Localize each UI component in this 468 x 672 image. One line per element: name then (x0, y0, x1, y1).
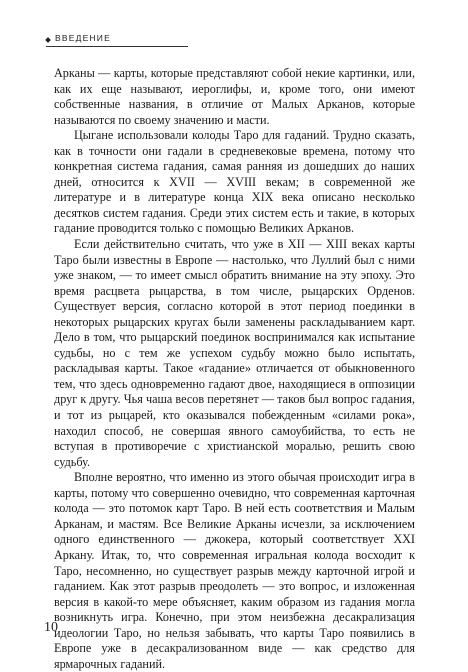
section-title: ВВЕДЕНИЕ (55, 33, 111, 43)
paragraph: Арканы — карты, которые представляют собой некие картинки, или, как их еще называют, иероглифы, и, кроме того, они имеют собственные названия, в отличие от Малых Арканов, которые называются по своему значению и масти. (54, 66, 415, 127)
body-text (54, 66, 415, 672)
paragraph: Вполне вероятно, что именно из этого обычая происходит игра в карты, потому что совершенно очевидно, что современная карточная колода — это потомок карт Таро. В ней есть соответствия и Малым Арканам, и мастям. Все Великие Арканы исчезли, за исключением одного единственного — джокера, который соответствует XXI Аркану. Итак, то, что современная игральная колода восходит к Таро, несомненно, но существует разрыв между карточной игрой и гаданием. Как этот разрыв преодолеть — это вопрос, и изложенная версия в какой-то мере объясняет, каким образом из гадания могла возникнуть игра. Конечно, при этом неизбежна десакрализация идеологии Таро, но нельзя забывать, что карты Таро появились в Европе уже в десакрализованном виде — как средство для ярмарочных гаданий. (54, 470, 415, 671)
header-rule (46, 46, 188, 47)
paragraph: Цыгане использовали колоды Таро для гаданий. Трудно сказать, как в точности они гадали в средневековые времена, потому что конкретная система гадания, самая ранняя из дошедших до наших дней, относится к XVII — XVIII векам; в современной же литературе и в литературе конца XIX века описано несколько десятков систем гадания. Среди этих систем есть и такие, в которых гадание проводится только с помощью Великих Арканов. (54, 128, 415, 236)
paragraph: Если действительно считать, что уже в XII — XIII веках карты Таро были известны в Европе — настолько, что Луллий был с ними уже знаком, — то имеет смысл обратить внимание на эту эпоху. Это время расцвета рыцарства, в том числе, рыцарских Орденов. Существует версия, согласно которой в этот период поединки в некоторых рыцарских кругах были заменены раскладыванием карт. Дело в том, что рыцарский поединок воспринимался как испытание судьбы, но с тем же успехом судьбу можно было испытать, раскладывая карты. Такое «гадание» отличается от обыкновенного тем, что здесь одновременно гадают двое, находящиеся в оппозиции друг к другу. Чья чаша весов перетянет — таков был вопрос гадания, и тот из рыцарей, кто оказывался побежденным «силами рока», находил способ, не совершая явного самоубийства, то есть не вступая в противоречие с христианской моралью, решить свою судьбу. (54, 237, 415, 469)
diamond-ornament-icon (45, 37, 51, 43)
running-header (46, 34, 206, 48)
page-number: 10 (44, 620, 58, 635)
